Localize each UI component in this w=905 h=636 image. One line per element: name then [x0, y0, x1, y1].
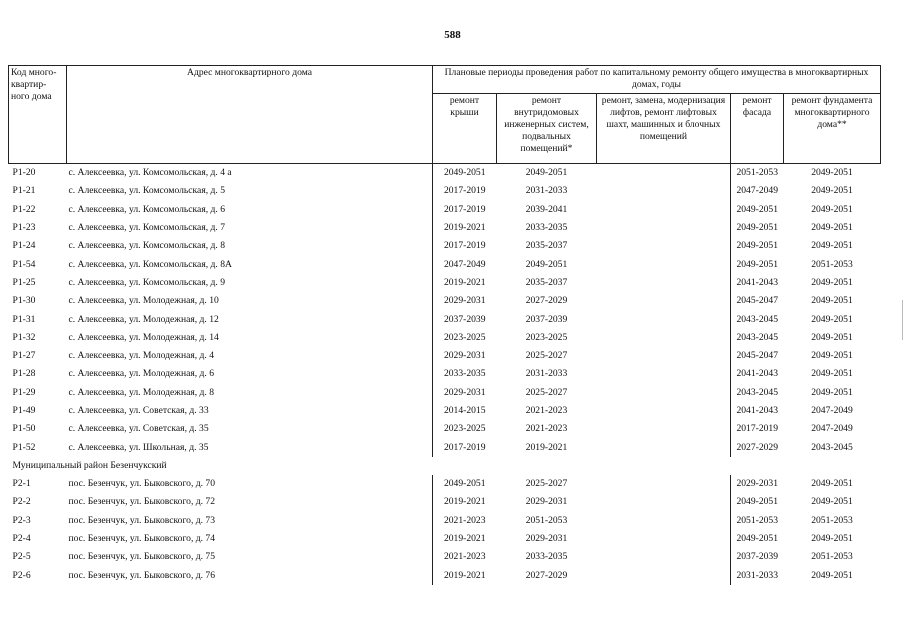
cell-foundation: 2049-2051	[811, 368, 853, 380]
cell-code: P1-54	[12, 258, 36, 270]
cell-systems: 2049-2051	[525, 258, 568, 270]
cell-facade: 2049-2051	[731, 237, 784, 255]
cell-systems: 2039-2041	[525, 203, 568, 215]
cell-code: P2-6	[12, 569, 31, 581]
cell-foundation: 2049-2051	[811, 533, 853, 545]
cell-address: пос. Безенчук, ул. Быковского, д. 70	[68, 478, 216, 490]
cell-lifts	[597, 493, 731, 511]
cell-roof: 2049-2051	[433, 164, 497, 183]
cell-lifts	[597, 329, 731, 347]
cell-code: P1-52	[12, 441, 36, 453]
header-systems: ремонт внутридомовых инженерных систем, подвальных помещений*	[497, 94, 597, 164]
header-code: Код много-квартир-ного дома	[9, 66, 67, 164]
cell-address: пос. Безенчук, ул. Быковского, д. 73	[68, 514, 216, 526]
header-address: Адрес многоквартирного дома	[67, 66, 433, 164]
repair-schedule-table	[8, 65, 881, 585]
cell-systems: 2031-2033	[525, 368, 568, 380]
cell-lifts	[597, 420, 731, 438]
table-row	[9, 548, 881, 566]
cell-code: P1-24	[12, 240, 36, 252]
cell-foundation: 2047-2049	[811, 405, 853, 416]
cell-facade: 2045-2047	[731, 347, 784, 365]
cell-systems: 2033-2035	[525, 222, 568, 234]
cell-foundation: 2049-2051	[811, 276, 853, 288]
cell-address: с. Алексеевка, ул. Комсомольская, д. 8А	[68, 258, 232, 270]
table-row	[9, 255, 881, 273]
cell-lifts	[597, 274, 731, 292]
cell-systems: 2049-2051	[525, 167, 568, 179]
cell-code: P2-2	[12, 496, 31, 508]
cell-facade: 2049-2051	[731, 530, 784, 548]
header-foundation: ремонт фундамента многоквартирного дома**	[784, 94, 881, 164]
cell-code: P1-21	[12, 185, 36, 197]
cell-code: P1-30	[12, 295, 36, 307]
cell-facade: 2045-2047	[731, 292, 784, 310]
scan-artifact	[902, 300, 903, 340]
cell-roof: 2017-2019	[433, 182, 497, 200]
cell-systems: 2027-2029	[525, 569, 568, 581]
cell-facade: 2037-2039	[731, 548, 784, 566]
page-number: 588	[444, 29, 461, 41]
table-row	[9, 274, 881, 292]
cell-facade: 2017-2019	[731, 420, 784, 438]
cell-lifts	[597, 219, 731, 237]
cell-systems: 2035-2037	[525, 240, 568, 252]
cell-address: с. Алексеевка, ул. Комсомольская, д. 6	[68, 203, 226, 215]
cell-systems: 2025-2027	[525, 350, 568, 362]
table-row	[9, 237, 881, 255]
table-row	[9, 530, 881, 548]
cell-systems: 2021-2023	[525, 423, 568, 435]
cell-code: P2-1	[12, 478, 31, 490]
cell-foundation: 2047-2049	[811, 423, 853, 435]
table-row	[9, 402, 881, 420]
cell-systems: 2027-2029	[525, 295, 568, 307]
cell-foundation: 2049-2051	[811, 222, 853, 234]
table-row	[9, 567, 881, 585]
cell-facade: 2051-2053	[731, 164, 784, 183]
cell-lifts	[597, 237, 731, 255]
header-roof: ремонт крыши	[433, 94, 497, 164]
cell-lifts	[597, 530, 731, 548]
cell-roof: 2019-2021	[433, 567, 497, 585]
cell-systems: 2033-2035	[525, 551, 568, 563]
cell-facade: 2043-2045	[731, 329, 784, 347]
cell-systems: 2019-2021	[525, 441, 568, 453]
cell-systems: 2031-2033	[525, 185, 568, 197]
cell-address: с. Алексеевка, ул. Советская, д. 35	[68, 423, 209, 435]
cell-systems: 2025-2027	[525, 478, 568, 490]
cell-systems: 2051-2053	[525, 514, 568, 526]
cell-code: P1-29	[12, 386, 36, 398]
cell-roof: 2017-2019	[433, 237, 497, 255]
cell-foundation: 2049-2051	[811, 478, 853, 490]
cell-address: с. Алексеевка, ул. Комсомольская, д. 7	[68, 222, 226, 234]
cell-foundation: 2051-2053	[811, 258, 853, 270]
cell-facade: 2047-2049	[731, 182, 784, 200]
cell-address: с. Алексеевка, ул. Комсомольская, д. 5	[68, 185, 226, 197]
cell-lifts	[597, 255, 731, 273]
table-row	[9, 475, 881, 493]
table-row	[9, 329, 881, 347]
cell-facade: 2027-2029	[731, 438, 784, 456]
header-facade: ремонт фасада	[731, 94, 784, 164]
cell-lifts	[597, 475, 731, 493]
table-row	[9, 493, 881, 511]
cell-code: P1-32	[12, 331, 36, 343]
table-row	[9, 420, 881, 438]
cell-roof: 2033-2035	[433, 365, 497, 383]
cell-code: P1-50	[12, 423, 36, 435]
cell-roof: 2037-2039	[433, 310, 497, 328]
cell-address: с. Алексеевка, ул. Молодежная, д. 12	[68, 313, 219, 325]
cell-roof: 2019-2021	[433, 274, 497, 292]
cell-lifts	[597, 365, 731, 383]
cell-address: пос. Безенчук, ул. Быковского, д. 72	[68, 496, 216, 508]
cell-address: с. Алексеевка, ул. Комсомольская, д. 4 а	[68, 167, 232, 179]
cell-facade: 2041-2043	[731, 402, 784, 420]
table-row	[9, 310, 881, 328]
cell-roof: 2047-2049	[433, 255, 497, 273]
cell-code: P1-25	[12, 276, 36, 288]
cell-lifts	[597, 567, 731, 585]
cell-facade: 2031-2033	[731, 567, 784, 585]
cell-roof: 2021-2023	[433, 548, 497, 566]
cell-systems: 2037-2039	[525, 313, 568, 325]
cell-facade: 2041-2043	[731, 365, 784, 383]
cell-facade: 2049-2051	[731, 493, 784, 511]
table-row	[9, 164, 881, 183]
cell-code: P1-20	[12, 167, 36, 179]
cell-roof: 2023-2025	[433, 420, 497, 438]
cell-roof: 2021-2023	[433, 512, 497, 530]
cell-code: P1-22	[12, 203, 36, 215]
cell-code: P2-4	[12, 533, 31, 545]
cell-foundation: 2049-2051	[811, 295, 853, 307]
table-row	[9, 292, 881, 310]
cell-lifts	[597, 548, 731, 566]
cell-code: P2-3	[12, 514, 31, 526]
cell-lifts	[597, 292, 731, 310]
cell-address: с. Алексеевка, ул. Комсомольская, д. 8	[68, 240, 226, 252]
cell-lifts	[597, 512, 731, 530]
cell-address: с. Алексеевка, ул. Школьная, д. 35	[68, 441, 209, 453]
table-row	[9, 365, 881, 383]
cell-systems: 2021-2023	[525, 405, 568, 416]
cell-code: P1-31	[12, 313, 36, 325]
cell-roof: 2029-2031	[433, 347, 497, 365]
cell-foundation: 2049-2051	[811, 496, 853, 508]
cell-address: с. Алексеевка, ул. Молодежная, д. 4	[68, 350, 215, 362]
cell-code: P1-49	[12, 405, 36, 416]
cell-roof: 2017-2019	[433, 438, 497, 456]
cell-foundation: 2049-2051	[811, 331, 853, 343]
cell-facade: 2043-2045	[731, 310, 784, 328]
cell-roof: 2049-2051	[433, 475, 497, 493]
cell-roof: 2014-2015	[433, 402, 497, 420]
table-row	[9, 182, 881, 200]
table-row	[9, 201, 881, 219]
section-row	[9, 457, 881, 475]
cell-foundation: 2051-2053	[811, 514, 853, 526]
cell-lifts	[597, 164, 731, 183]
cell-foundation: 2049-2051	[811, 240, 853, 252]
cell-foundation: 2049-2051	[811, 313, 853, 325]
cell-address: с. Алексеевка, ул. Комсомольская, д. 9	[68, 276, 226, 288]
table-row	[9, 384, 881, 402]
cell-address: с. Алексеевка, ул. Молодежная, д. 8	[68, 386, 215, 398]
table-row	[9, 219, 881, 237]
cell-code: P2-5	[12, 551, 31, 563]
cell-roof: 2019-2021	[433, 219, 497, 237]
cell-address: пос. Безенчук, ул. Быковского, д. 76	[68, 569, 216, 581]
header-periods: Плановые периоды проведения работ по капитальному ремонту общего имущества в многоквартирных домах, годы	[433, 66, 881, 94]
cell-lifts	[597, 310, 731, 328]
cell-lifts	[597, 402, 731, 420]
cell-facade: 2029-2031	[731, 475, 784, 493]
cell-foundation: 2049-2051	[811, 350, 853, 362]
cell-lifts	[597, 384, 731, 402]
cell-code: P1-27	[12, 350, 36, 362]
cell-facade: 2051-2053	[731, 512, 784, 530]
cell-systems: 2029-2031	[525, 533, 568, 545]
cell-foundation: 2051-2053	[811, 551, 853, 563]
cell-code: P1-23	[12, 222, 36, 234]
table-row	[9, 347, 881, 365]
cell-systems: 2023-2025	[525, 331, 568, 343]
cell-foundation: 2049-2051	[811, 203, 853, 215]
cell-facade: 2043-2045	[731, 384, 784, 402]
cell-systems: 2025-2027	[525, 386, 568, 398]
cell-systems: 2029-2031	[525, 496, 568, 508]
cell-foundation: 2049-2051	[811, 167, 853, 179]
cell-address: с. Алексеевка, ул. Молодежная, д. 10	[68, 295, 219, 307]
cell-lifts	[597, 201, 731, 219]
cell-code: P1-28	[12, 368, 36, 380]
cell-address: с. Алексеевка, ул. Советская, д. 33	[68, 405, 209, 416]
cell-roof: 2017-2019	[433, 201, 497, 219]
cell-facade: 2049-2051	[731, 219, 784, 237]
cell-address: пос. Безенчук, ул. Быковского, д. 75	[68, 551, 216, 563]
cell-systems: 2035-2037	[525, 276, 568, 288]
cell-foundation: 2049-2051	[811, 386, 853, 398]
cell-address: пос. Безенчук, ул. Быковского, д. 74	[68, 533, 216, 545]
cell-address: с. Алексеевка, ул. Молодежная, д. 14	[68, 331, 219, 343]
cell-facade: 2049-2051	[731, 201, 784, 219]
cell-lifts	[597, 347, 731, 365]
table-row	[9, 438, 881, 456]
cell-lifts	[597, 182, 731, 200]
cell-address: с. Алексеевка, ул. Молодежная, д. 6	[68, 368, 215, 380]
cell-facade: 2049-2051	[731, 255, 784, 273]
table-row	[9, 512, 881, 530]
table-body	[9, 164, 881, 585]
cell-facade: 2041-2043	[731, 274, 784, 292]
cell-roof: 2023-2025	[433, 329, 497, 347]
cell-roof: 2019-2021	[433, 530, 497, 548]
cell-roof: 2029-2031	[433, 384, 497, 402]
header-lifts: ремонт, замена, модернизация лифтов, ремонт лифтовых шахт, машинных и блочных помещений	[597, 94, 731, 164]
cell-roof: 2019-2021	[433, 493, 497, 511]
section-title: Муниципальный район Безенчукский	[12, 459, 167, 471]
cell-lifts	[597, 438, 731, 456]
cell-roof: 2029-2031	[433, 292, 497, 310]
cell-foundation: 2049-2051	[811, 185, 853, 197]
cell-foundation: 2043-2045	[811, 441, 853, 453]
cell-foundation: 2049-2051	[811, 569, 853, 581]
